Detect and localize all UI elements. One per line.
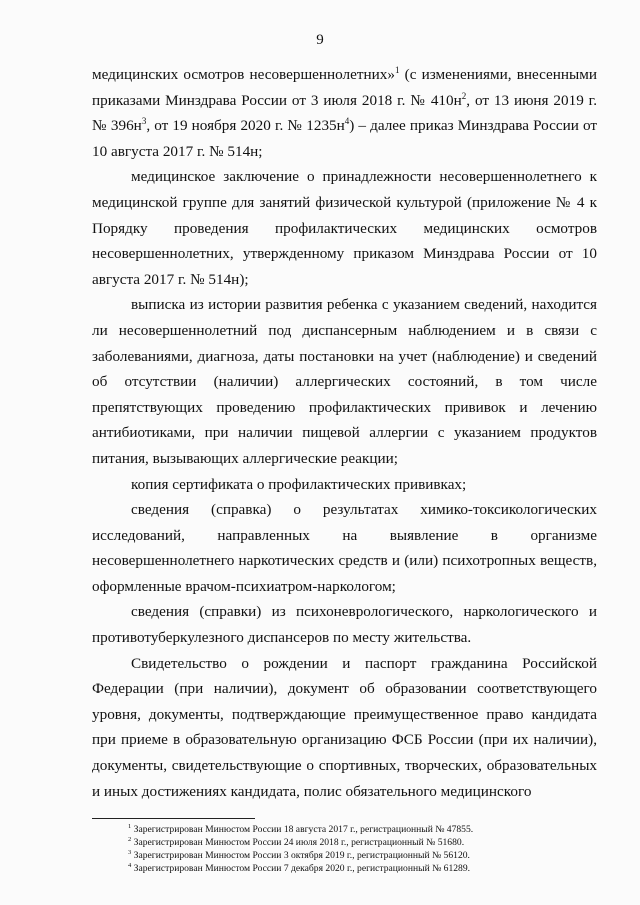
footnote-1: $^1$ Зарегистрирован Минюстом России 18 августа 2017 г., регистрационный № 47855. [128, 822, 474, 835]
footnote-ref: 3 [141, 116, 147, 127]
footnote-ref: 4 [344, 116, 350, 127]
paragraph-development-extract: выписка из истории развития ребенка с указанием сведений, находится ли несовершеннолетний под диспансерным наблюдением и в связи с заболеваниями, диагноза, даты постановки на учет (наблюдение) и сведений об отсутствии (наличии) аллергических состояний, в том числе препятствующих проведению профилактических прививок и лечению антибиотиками, при наличии пищевой аллергии с указанием продуктов питания, вызывающих аллергические реакции; [92, 296, 597, 467]
paragraph-medical-conclusion: медицинское заключение о принадлежности несовершеннолетнего к медицинской группе для занятий физической культурой (приложение № 4 к Порядку проведения профилактических медицинских осмотров несовершеннолетних, утвержденному приказом Минздрава России от 10 августа 2017 г. № 514н); [92, 168, 597, 288]
footnote-ref: 1 [394, 64, 400, 75]
footnotes [128, 823, 598, 875]
paragraph-documents: Свидетельство о рождении и паспорт гражданина Российской Федерации (при наличии), документ об образовании соответствующего уровня, документы, подтверждающие преимущественное право кандидата при приеме в образовательную организацию ФСБ России (при их наличии), документы, свидетельствующие о спортивных, творческих, образовательных и иных достижениях кандидата, полис обязательного медицинского [92, 654, 597, 800]
footnote-ref: 2 [461, 90, 467, 101]
body-text [92, 62, 597, 804]
paragraph-continuation: медицинских осмотров несовершеннолетних»$^1$ (с изменениями, внесенными приказами Минздрава России от 3 июля 2018 г. № $410н^2$, от 13 июня 2019 г. № $396н^3$, от 19 ноября 2020 г. № $1235н^4$) – далее приказ Минздрава России от 10 августа 2017 г. № 514н; [92, 64, 597, 160]
paragraph-dispensary-info: сведения (справки) из психоневрологического, наркологического и противотуберкулезного диспансеров по месту жительства. [92, 603, 597, 647]
paragraph-vaccination-certificate: копия сертификата о профилактических прививках; [131, 475, 467, 493]
page-number: 9 [316, 32, 324, 48]
footnote-divider [92, 818, 255, 819]
footnote-4: $^4$ Зарегистрирован Минюстом России 7 декабря 2020 г., регистрационный № 61289. [128, 861, 471, 874]
footnote-3: $^3$ Зарегистрирован Минюстом России 3 октября 2019 г., регистрационный № 56120. [128, 848, 470, 861]
footnote-2: $^2$ Зарегистрирован Минюстом России 24 июля 2018 г., регистрационный № 51680. [128, 835, 465, 848]
paragraph-toxicology-info: сведения (справка) о результатах химико-токсикологических исследований, направленных на выявление в организме несовершеннолетнего наркотических средств и (или) психотропных веществ, оформленные врачом-психиатром-наркологом; [92, 501, 597, 595]
